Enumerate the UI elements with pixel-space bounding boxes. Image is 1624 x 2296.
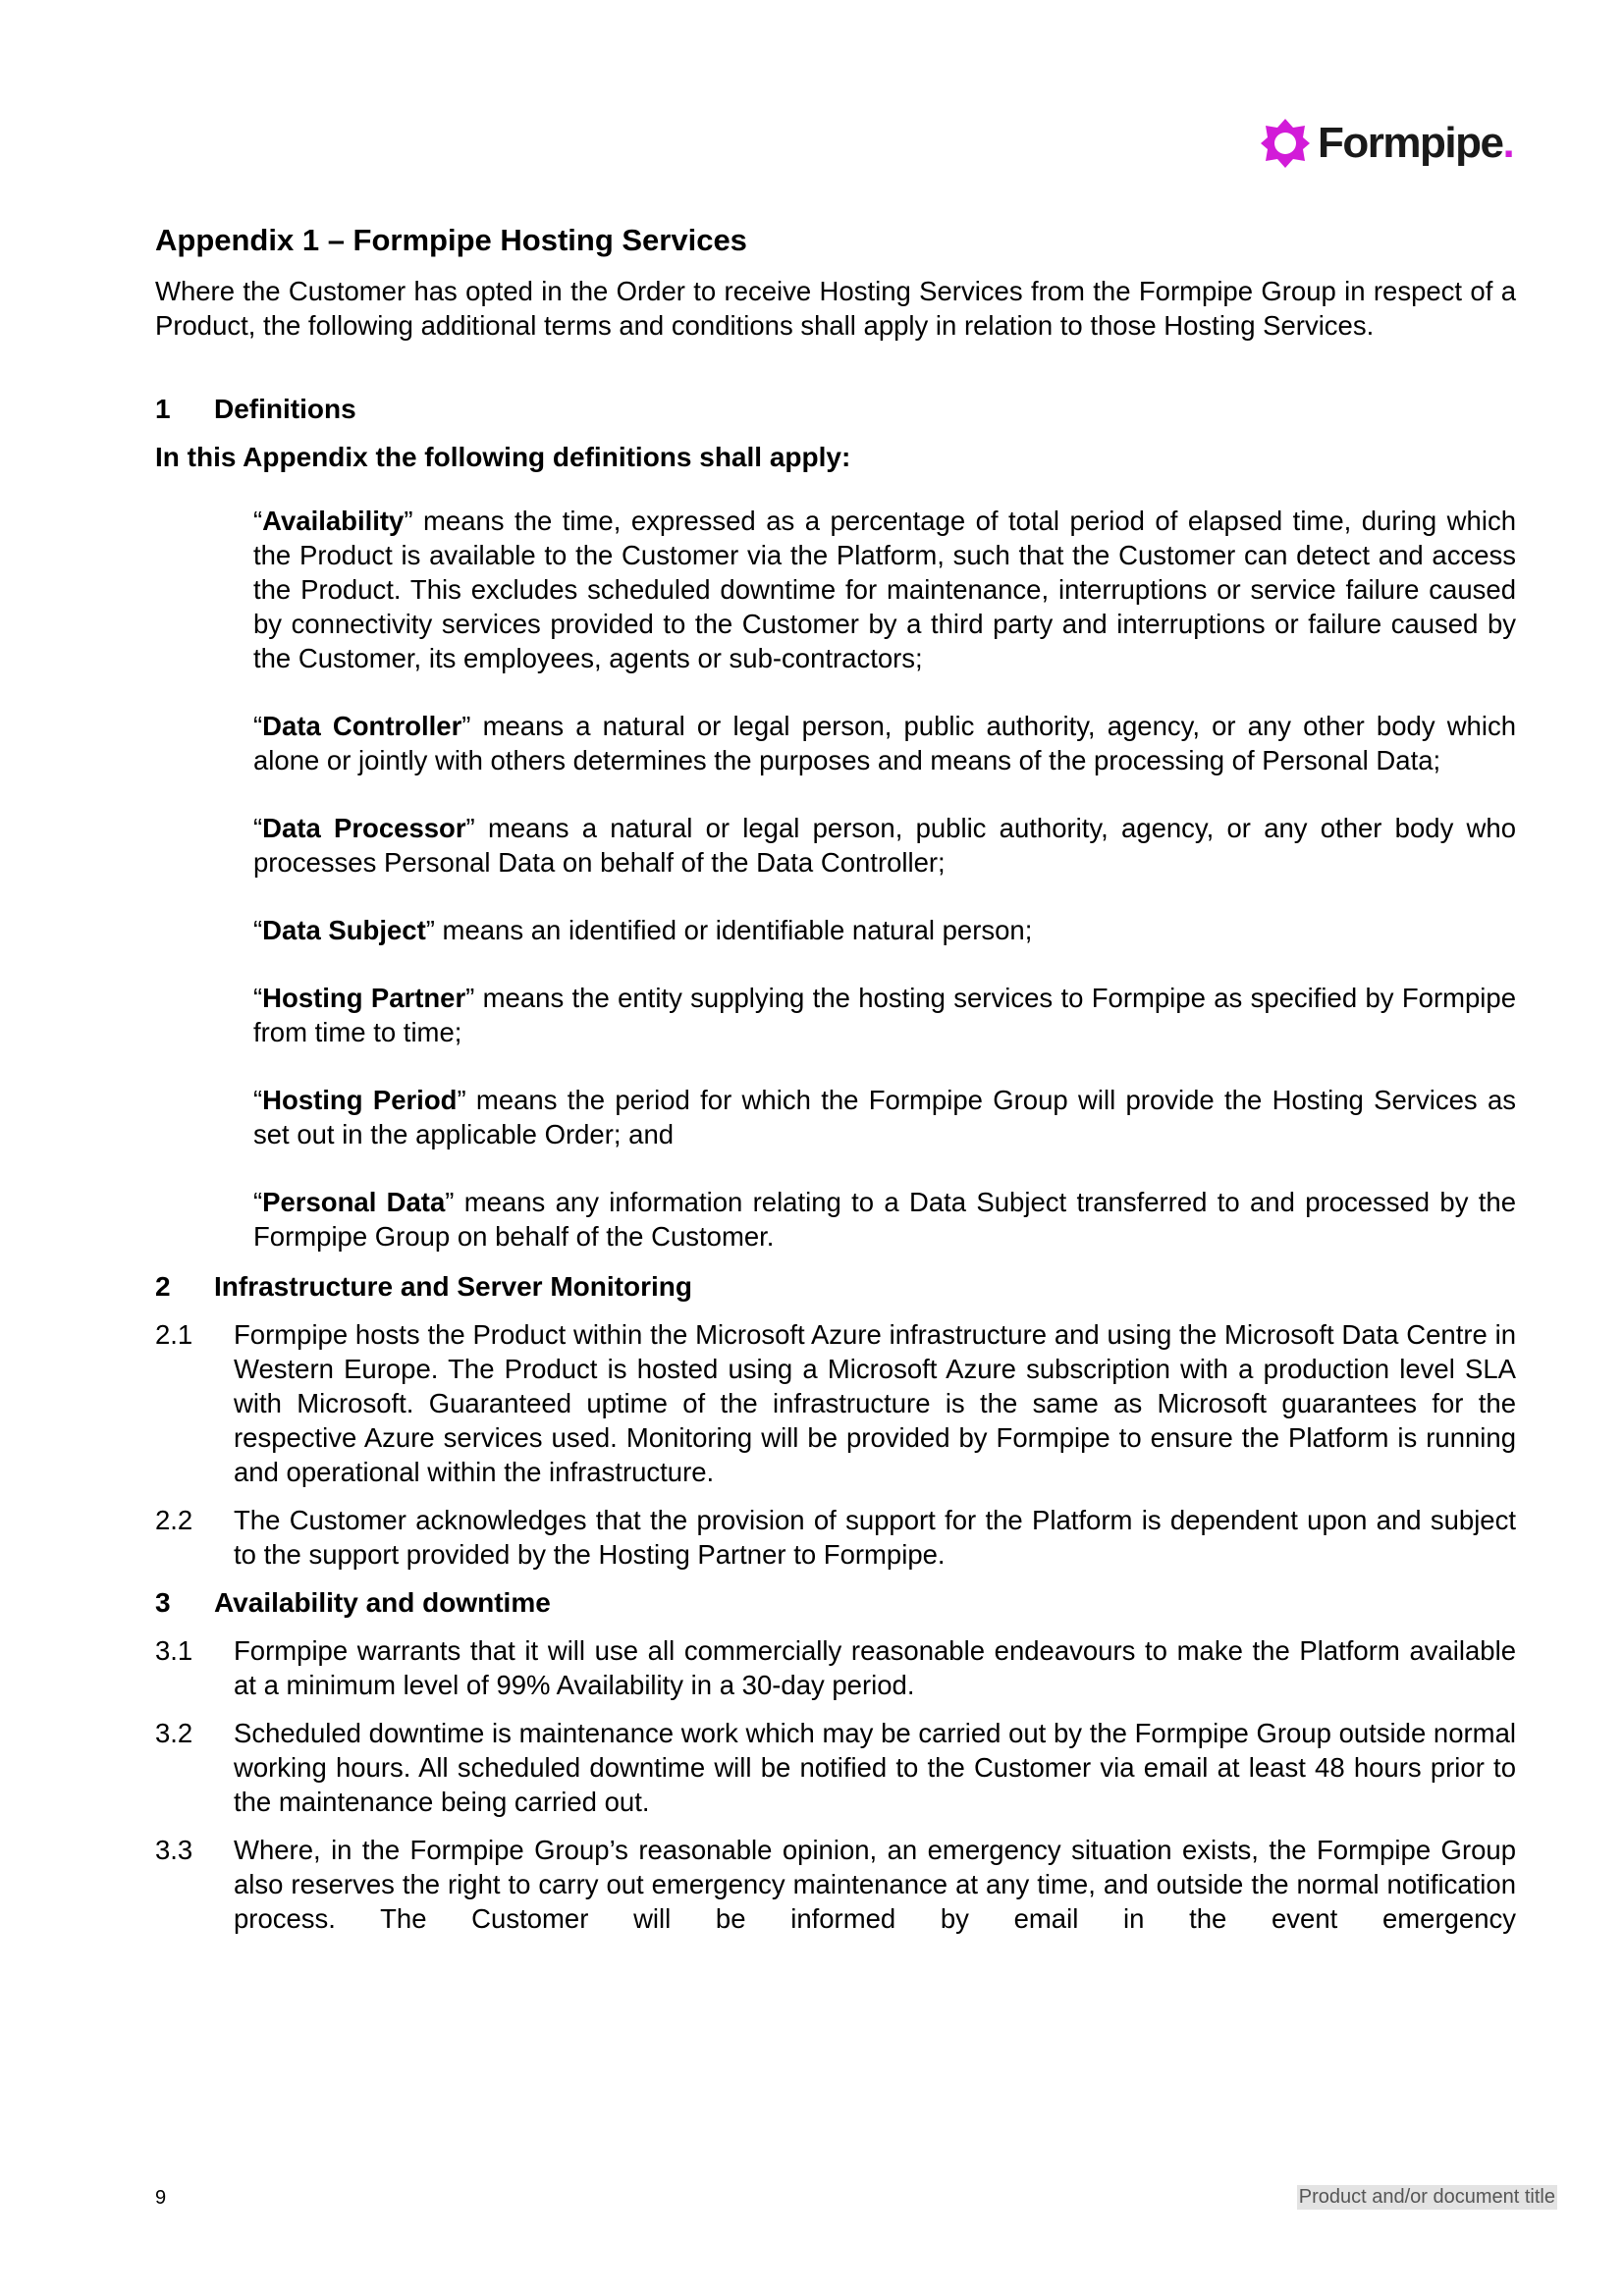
intro-paragraph: Where the Customer has opted in the Order to receive Hosting Services from the Formpipe Group in respect of a Product, the following additional terms and conditions shall apply in relation to those Hosting Services. [155, 276, 1516, 342]
definition-item: “Availability” means the time, expressed as a percentage of total period of elapsed time, during which the Product is available to the Customer via the Platform, such that the Customer can detect and access the Product. This excludes scheduled downtime for maintenance, interruptions or service failure caused by connectivity services provided to the Customer by a third party and interruptions or failure caused by the Customer, its employees, agents or sub-contractors; [253, 506, 1516, 674]
clause-item: 3.2 Scheduled downtime is maintenance work which may be carried out by the Formpipe Group outside normal working hours. All scheduled downtime will be notified to the Customer via email at least 48 hours prior to the maintenance being carried out. [155, 1718, 1516, 1818]
definition-item: “Data Processor” means a natural or legal person, public authority, agency, or any other body who processes Personal Data on behalf of the Data Controller; [253, 813, 1517, 879]
page-number: 9 [155, 2187, 167, 2209]
definition-item: “Hosting Period” means the period for which the Formpipe Group will provide the Hosting Services as set out in the applicable Order; and [253, 1085, 1516, 1150]
formpipe-logo-icon [1259, 117, 1312, 170]
definitions-list [253, 504, 1516, 1254]
clause-item: 3.3 Where, in the Formpipe Group’s reasonable opinion, an emergency situation exists, the Formpipe Group also reserves the right to carry out emergency maintenance at any time, and outside the normal notification process. The Customer will be informed by email in the event emergency [155, 1835, 1516, 1935]
footer-document-title: Product and/or document title [1298, 2186, 1555, 2208]
section-heading-definitions: 1 Definitions [155, 394, 356, 425]
appendix-title: Appendix 1 – Formpipe Hosting Services [155, 223, 747, 257]
section-heading-availability: 3 Availability and downtime [155, 1587, 551, 1619]
section-heading-infrastructure: 2 Infrastructure and Server Monitoring [155, 1271, 692, 1303]
definitions-lead: In this Appendix the following definitions shall apply: [155, 442, 851, 473]
definition-item: “Data Controller” means a natural or legal person, public authority, agency, or any other body which alone or jointly with others determines the purposes and means of the processing of Personal Data; [253, 711, 1516, 776]
definition-item: “Hosting Partner” means the entity supplying the hosting services to Formpipe as specified by Formpipe from time to time; [253, 983, 1517, 1048]
document-body [155, 222, 1516, 1949]
clause-item: 2.2 The Customer acknowledges that the provision of support for the Platform is dependent upon and subject to the support provided by the Hosting Partner to Formpipe. [155, 1505, 1516, 1571]
definition-item: “Personal Data” means any information relating to a Data Subject transferred to and processed by the Formpipe Group on behalf of the Customer. [253, 1187, 1516, 1253]
definition-item: “Data Subject” means an identified or identifiable natural person; [253, 915, 1033, 946]
clause-item: 2.1 Formpipe hosts the Product within the Microsoft Azure infrastructure and using the Microsoft Data Centre in Western Europe. The Product is hosted using a Microsoft Azure subscription with a production level SLA with Microsoft. Guaranteed uptime of the infrastructure is the same as Microsoft guarantees for the respective Azure services used. Monitoring will be provided by Formpipe to ensure the Platform is running and operational within the infrastructure. [155, 1319, 1516, 1488]
logo-wordmark: Formpipe. [1318, 119, 1514, 167]
clause-item: 3.1 Formpipe warrants that it will use all commercially reasonable endeavours to make the Platform available at a minimum level of 99% Availability in a 30-day period. [155, 1635, 1516, 1701]
formpipe-logo [1259, 114, 1513, 173]
